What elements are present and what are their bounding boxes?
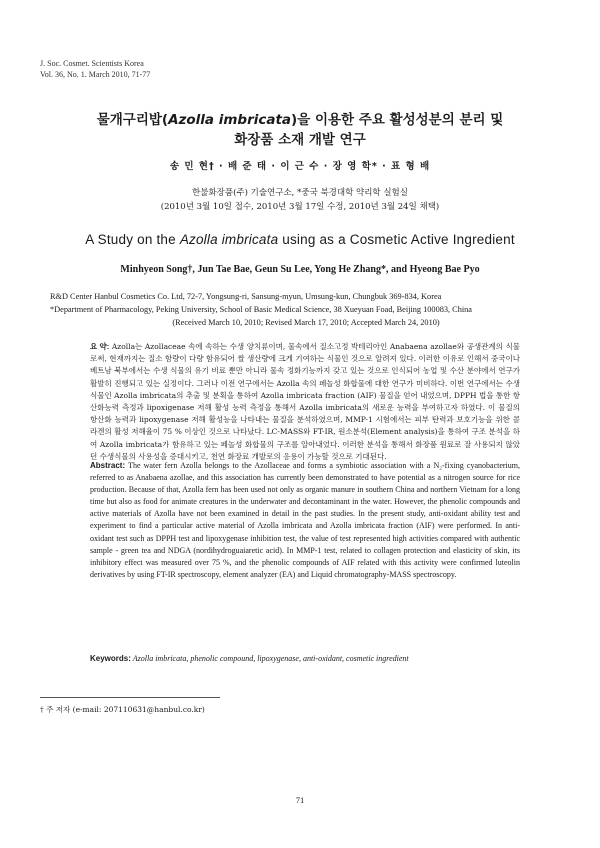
korean-affiliation — [0, 186, 600, 214]
english-title-species: Azolla imbricata — [179, 232, 279, 247]
english-title — [0, 232, 600, 247]
english-abstract — [90, 460, 520, 581]
english-abstract-label: Abstract: — [90, 461, 126, 470]
keywords-text: Azolla imbricata, phenolic compound, lipoxygenase, anti-oxidant, cosmetic ingredient — [130, 654, 409, 663]
korean-title-line2: 화장품 소재 개발 연구 — [234, 132, 366, 148]
korean-title-species: Azolla imbricata — [168, 112, 292, 128]
keywords-label: Keywords: — [90, 654, 131, 663]
english-authors: Minhyeon Song†, Jun Tae Bae, Geun Su Lee, Yong He Zhang*, and Hyeong Bae Pyo — [120, 264, 480, 275]
journal-name: J. Soc. Cosmet. Scientists Korea — [40, 59, 144, 68]
english-affiliation — [50, 290, 562, 329]
korean-dates: (2010년 3월 10일 접수, 2010년 3월 17일 수정, 2010년 3월 24일 채택) — [160, 202, 440, 212]
keywords — [90, 654, 520, 663]
korean-title-pre: 물개구리밥( — [96, 112, 169, 128]
english-affiliation-line2: *Department of Pharmacology, Peking University, School of Basic Medical Science, 38 Xueyuan Foad, Beijing 100083, China — [50, 305, 472, 314]
korean-abstract — [90, 341, 520, 463]
korean-title-post: )을 이용한 주요 활성성분의 분리 및 — [291, 112, 504, 128]
english-title-post: using as a Cosmetic Active Ingredient — [278, 232, 515, 247]
journal-volume: Vol. 36, No. 1. March 2010, 71-77 — [40, 70, 151, 79]
footnote: † 주 저자 (e-mail: 207110631@hanbul.co.kr) — [40, 705, 205, 714]
page-number: 71 — [295, 795, 305, 805]
korean-title — [0, 110, 600, 150]
journal-header — [40, 58, 150, 80]
korean-affiliation-line1: 한불화장품(주) 기술연구소, *중국 북경대학 약리학 실험실 — [192, 188, 408, 198]
english-title-pre: A Study on the — [85, 232, 180, 247]
english-abstract-text: The water fern Azolla belongs to the Azollaceae and forms a symbiotic association with a N₂-fixing cyanobacterium, referred to as Anabaena azollae, and this association has currently been demonstrated to have potential as a nitrogen source for rice production. Because of that, Azolla fern has been used not only as organic manure in southern China and northern Vietnam for a long time but also as food for animate creatures in the underwater and decontaminant in the water. However, the phenolic compounds and active materials of Azolla have not been examined in detail in the past studies. In the present study, anti-oxidant ability test and experiment to find a particular active material of Azolla imbricata and Azolla imbricata fraction (AIF) were performed. In anti-oxidant test such as DPPH test and lipoxygenase inhibition test, the value of test represented high activities compared with authentic sample - green tea and NDGA (nordihydroguaiaretic acid). In MMP-1 test, related to collagen protection and elasticity of skin, its inhibitory effect was measured over 75 %, and the phenolic compounds of AIF related with this activity were confirmed luteolin derivatives by using FT-IR spectroscopy, element analyzer (EA) and Liquid chromatography-MASS spectroscopy. — [90, 461, 520, 579]
korean-authors: 송 민 현† · 배 준 태 · 이 근 수 · 장 영 학* · 표 형 배 — [169, 161, 431, 172]
english-dates: (Received March 10, 2010; Revised March 17, 2010; Accepted March 24, 2010) — [172, 318, 440, 327]
english-affiliation-line1: R&D Center Hanbul Cosmetics Co. Ltd, 72-7, Yongsung-ri, Sansung-myun, Umsung-kun, Chungbuk 369-834, Korea — [50, 292, 442, 301]
korean-abstract-label: 요 약: — [90, 342, 110, 351]
footnote-divider — [40, 697, 220, 698]
korean-abstract-text: Azolla는 Azollaceae 속에 속하는 수생 양치류이며, 물속에서 질소고정 박테리아인 Anabaena azollae와 공생관계의 식물로써, 현재까지는 질소 함량이 다량 함유되어 쌀 생산량에 크게 기여하는 식물인 것으로 알려져 있다. 이러한 이유로 인해서 중국이나 베트남 북부에서는 수생 식물의 유기 비료 뿐만 아니라 물속 정화기능까지 갖고 있는 것으로 인식되어 농업 및 수산 분야에서 연구가 활발히 진행되고 있는 실정이다. 그러나 이전 연구에서는 Azolla 속의 페놀성 화합물에 대한 연구가 미비하다. 이번 연구에서는 수생식물인 Azolla imbricata의 추출 및 분획을 통하여 Azolla imbricata fraction (AIF) 물질을 얻어 내었으며, DPPH 법을 통한 항산화능력 측정과 lipoxigenase 저해 활성 능력 측정을 통해서 Azolla imbricata의 새로운 능력을 부여하고자 하였다. 이 물질의 항산화 능력과 lipoxygenase 저해 활성능을 나타내는 물질을 분석하였으며, MMP-1 시험에서는 피부 탄력과 보호기능을 위한 콜라겐의 활성 저해율이 75 % 이상인 것으로 나타났다. LC-MASS와 FT-IR, 원소분석(Element analysis)을 통하여 구조 분석을 하여 Azolla imbricata가 함유하고 있는 페놀성 화합물의 구조를 알아내었다. 이러한 분석을 통해서 화장품 원료로 잘 사용되지 않았던 수생식물의 사용성을 증대시키고, 천연 화장료 개발로의 응용이 가능할 것으로 기대된다. — [90, 342, 521, 461]
